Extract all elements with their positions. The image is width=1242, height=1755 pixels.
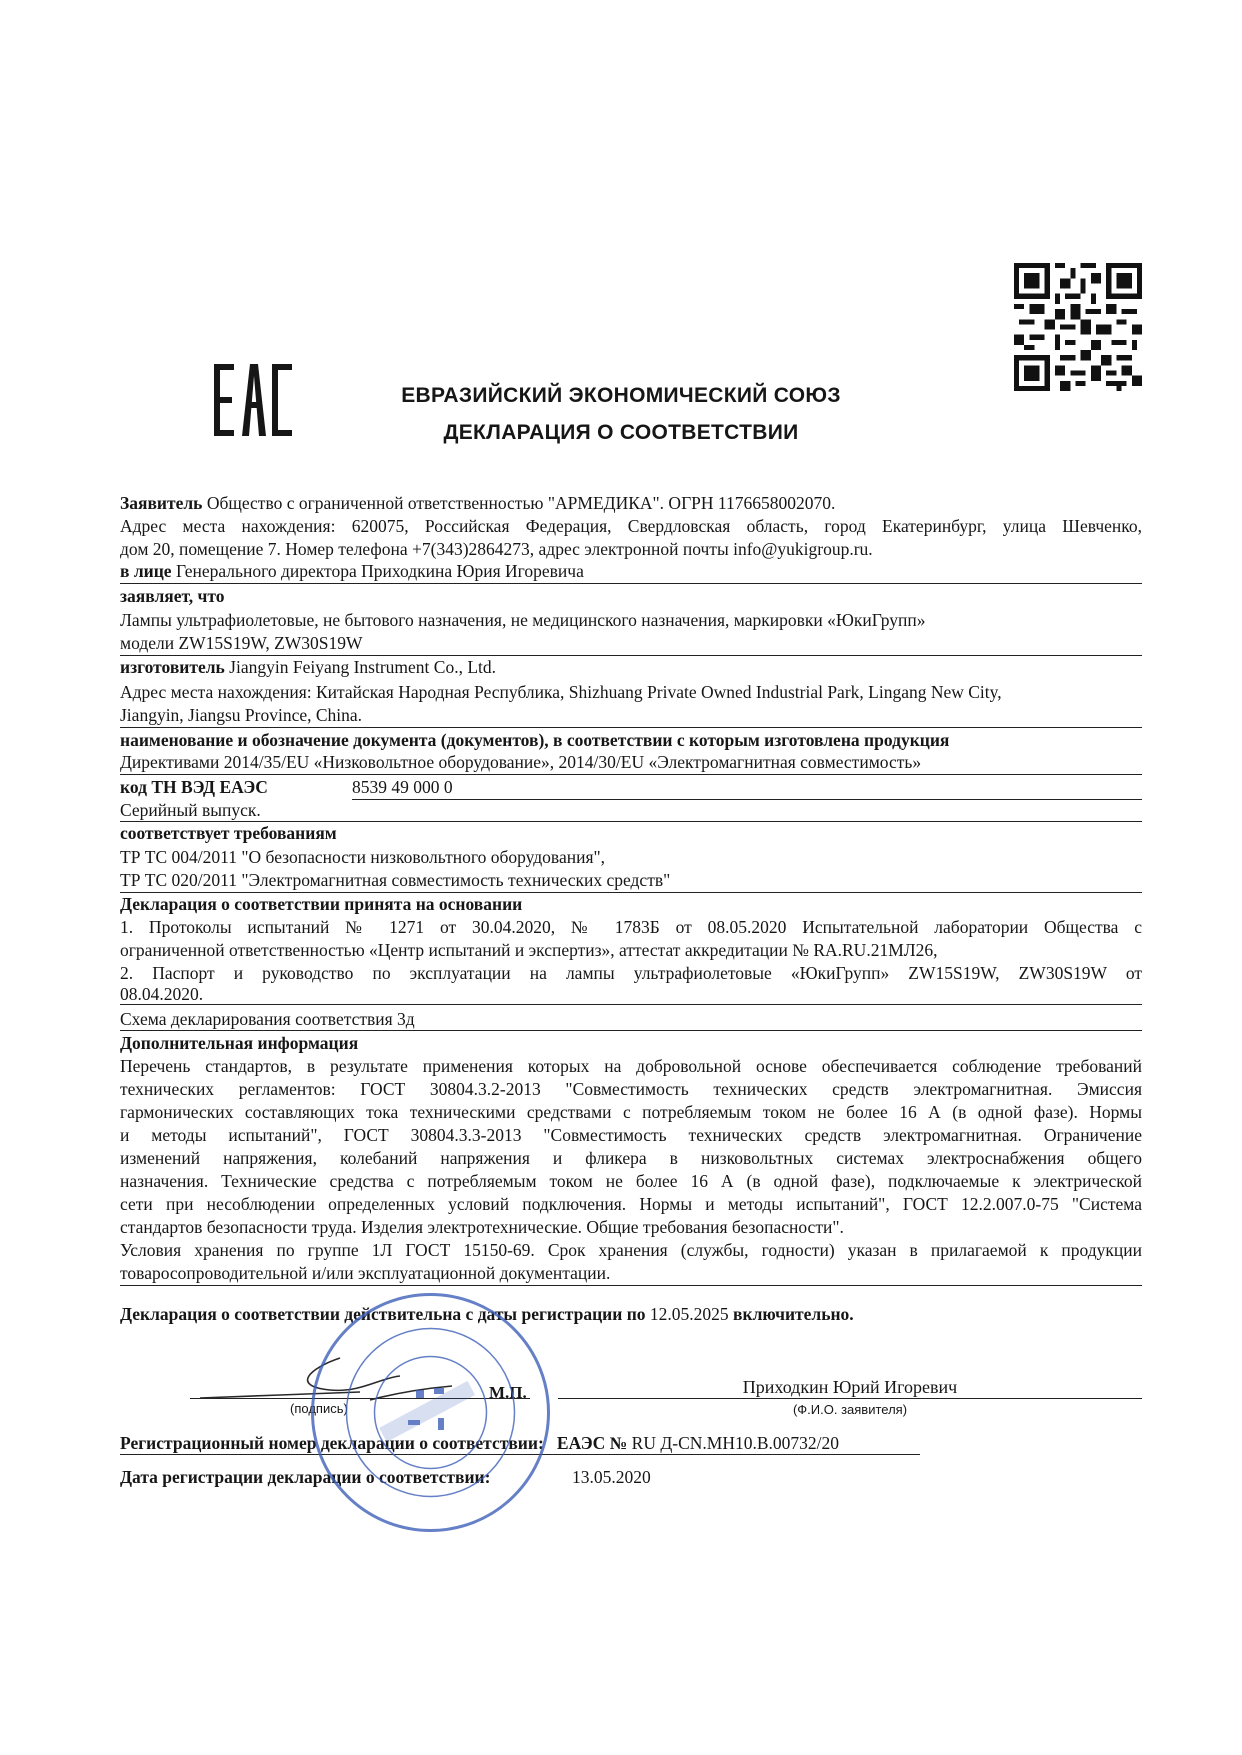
code-value: 8539 49 000 0 xyxy=(352,777,453,797)
applicant-address-1: Адрес места нахождения: 620075, Российская Федерация, Свердловская область, город Екатеринбург, улица Шевченко, xyxy=(120,516,1142,536)
manufacturer-text: Jiangyin Feiyang Instrument Co., Ltd. xyxy=(224,657,497,677)
applicant-person-line xyxy=(120,560,584,582)
document-title: ДЕКЛАРАЦИЯ О СООТВЕТСТВИИ xyxy=(443,421,799,444)
applicant-line xyxy=(120,492,835,514)
requirements-line-1: ТР ТС 004/2011 "О безопасности низковольтного оборудования", xyxy=(120,847,606,867)
additional-label: Дополнительная информация xyxy=(120,1033,359,1053)
code-underline xyxy=(352,799,1142,800)
manufacturer-address-2: Jiangyin, Jiangsu Province, China. xyxy=(120,705,363,725)
basis-line-3: 2. Паспорт и руководство по эксплуатации на лампы ультрафиолетовые «ЮкиГрупп» ZW15S19W, ZW30S19W от xyxy=(120,963,1142,983)
applicant-address-2: дом 20, помещение 7. Номер телефона +7(343)2864273, адрес электронной почты info@yukigroup.ru. xyxy=(120,539,873,559)
divider xyxy=(120,1030,1142,1031)
registration-number-label: Регистрационный номер декларации о соответствии: xyxy=(120,1433,544,1453)
registration-date-label: Дата регистрации декларации о соответствии: xyxy=(120,1467,491,1487)
basis-line-2: ограниченной ответственностью «Центр испытаний и экспертиз», аттестат аккредитации № RA.RU.21МЛ26, xyxy=(120,940,938,960)
divider xyxy=(120,583,1142,584)
divider xyxy=(120,1285,1142,1286)
additional-line: назначения. Технические средства с потребляемым током не более 16 А (в одной фазе), подключаемые к электрической xyxy=(120,1171,1142,1191)
basis-label: Декларация о соответствии принята на основании xyxy=(120,894,523,914)
basis-line-1: 1. Протоколы испытаний № 1271 от 30.04.2020, № 1783Б от 08.05.2020 Испытательной лаборатории Общества с xyxy=(120,917,1142,937)
validity-label: Декларация о соответствии действительна с даты регистрации по xyxy=(120,1304,646,1324)
additional-line: гармонических составляющих тока техническими средствами с потребляемым током не более 16 А (в одной фазе). Нормы xyxy=(120,1102,1142,1122)
requirements-line-2: ТР ТС 020/2011 "Электромагнитная совместимость технических средств" xyxy=(120,870,671,890)
name-underline xyxy=(558,1398,1142,1399)
basis-line-4: 08.04.2020. xyxy=(120,984,204,1004)
scheme-text: Схема декларирования соответствия 3д xyxy=(120,1009,415,1029)
code-label: код ТН ВЭД ЕАЭС xyxy=(120,777,268,797)
serial-text: Серийный выпуск. xyxy=(120,800,261,820)
manufacturer-line xyxy=(120,656,496,678)
additional-line: Перечень стандартов, в результате применения которых на добровольной основе обеспечивается соблюдение требований xyxy=(120,1056,1142,1076)
additional-line: и методы испытаний", ГОСТ 30804.3.3-2013 "Совместимость технических средств электромагнитная. Ограничение xyxy=(120,1125,1142,1145)
qr-code xyxy=(1014,262,1142,392)
documents-label: наименование и обозначение документа (документов), в соответствии с которым изготовлена продукция xyxy=(120,730,950,750)
company-seal xyxy=(308,1290,553,1535)
person-label: в лице xyxy=(120,561,172,581)
applicant-label: Заявитель xyxy=(120,493,203,513)
additional-line: сети при несоблюдении определенных условий подключения. Нормы и методы испытаний", ГОСТ 12.2.007.0-75 "Система xyxy=(120,1194,1142,1214)
documents-text: Директивами 2014/35/EU «Низковольтное оборудование», 2014/30/EU «Электромагнитная совместимость» xyxy=(120,752,922,772)
validity-suffix: включительно. xyxy=(733,1304,854,1324)
registration-number-prefix: ЕАЭС № xyxy=(556,1433,632,1453)
applicant-text: Общество с ограниченной ответственностью "АРМЕДИКА". ОГРН 1176658002070. xyxy=(202,493,836,513)
additional-line: товаросопроводительной и/или эксплуатационной документации. xyxy=(120,1263,611,1283)
person-text: Генерального директора Приходкина Юрия Игоревича xyxy=(171,561,584,581)
union-title: ЕВРАЗИЙСКИЙ ЭКОНОМИЧЕСКИЙ СОЮЗ xyxy=(401,384,841,407)
divider xyxy=(120,727,1142,728)
registration-number: RU Д-CN.МН10.В.00732/20 xyxy=(631,1433,840,1453)
signature-caption: (подпись) xyxy=(290,1401,348,1416)
registration-date: 13.05.2020 xyxy=(572,1467,651,1487)
name-caption: (Ф.И.О. заявителя) xyxy=(792,1402,908,1417)
requirements-label: соответствует требованиям xyxy=(120,823,337,843)
additional-line: изменений напряжения, колебаний напряжения и фликера в низковольтных системах электроснабжения общего xyxy=(120,1148,1142,1168)
declares-line-2: модели ZW15S19W, ZW30S19W xyxy=(120,633,363,653)
declares-label: заявляет, что xyxy=(120,586,225,606)
validity-date: 12.05.2025 xyxy=(645,1304,734,1324)
additional-line: Условия хранения по группе 1Л ГОСТ 15150-69. Срок хранения (службы, годности) указан в прилагаемой к продукции xyxy=(120,1240,1142,1260)
additional-line: технических регламентов: ГОСТ 30804.3.2-2013 "Совместимость технических средств электромагнитная. Эмиссия xyxy=(120,1079,1142,1099)
declares-line-1: Лампы ультрафиолетовые, не бытового назначения, не медицинского назначения, маркировки «ЮкиГрупп» xyxy=(120,610,926,630)
manufacturer-label: изготовитель xyxy=(120,657,225,677)
divider xyxy=(120,1004,1142,1005)
divider xyxy=(120,774,1142,775)
signer-name: Приходкин Юрий Игоревич xyxy=(742,1377,958,1397)
mp-label: М.П. xyxy=(489,1383,527,1402)
manufacturer-address-1: Адрес места нахождения: Китайская Народная Республика, Shizhuang Private Owned Industrial Park, Lingang New City, xyxy=(120,682,1002,702)
additional-line: стандартов безопасности труда. Изделия электротехнические. Общие требования безопасности". xyxy=(120,1217,844,1237)
